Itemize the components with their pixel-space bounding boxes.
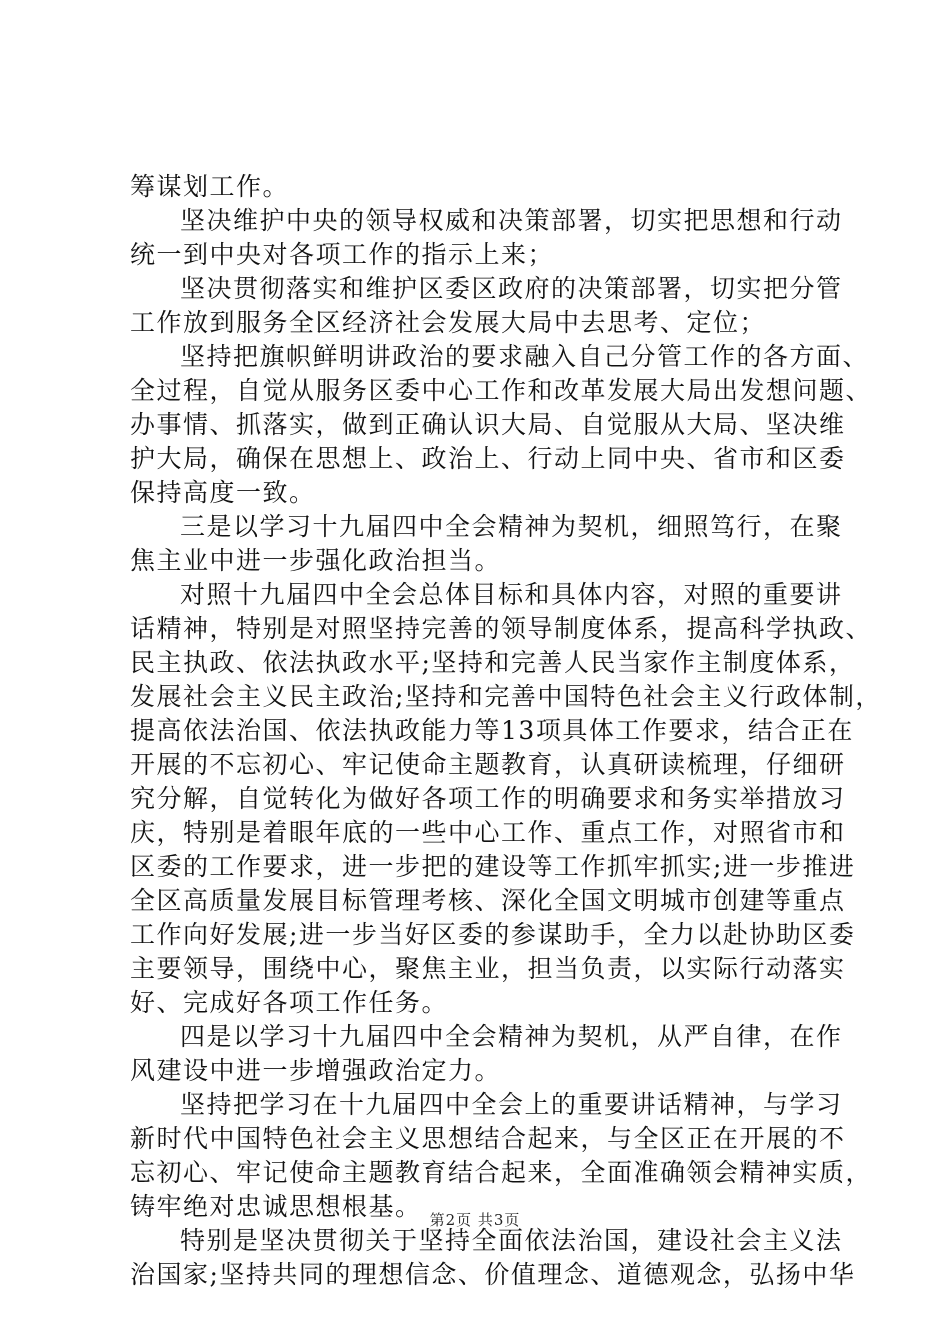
text-line: 办事情、抓落实，做到正确认识大局、自觉服从大局、坚决维 — [130, 410, 846, 439]
text-line: 统一到中央对各项工作的指示上来； — [130, 240, 555, 269]
text-line: 护大局，确保在思想上、政治上、行动上同中央、省市和区委 — [130, 444, 846, 473]
text-line: 铸牢绝对忠诚思想根基。 — [130, 1192, 422, 1221]
paragraph-start: 坚持把旗帜鲜明讲政治的要求融入自己分管工作的各方面、 — [180, 342, 870, 371]
paragraph-start: 坚决维护中央的领导权威和决策部署，切实把思想和行动 — [180, 206, 843, 235]
paragraph-start: 坚决贯彻落实和维护区委区政府的决策部署，切实把分管 — [180, 274, 843, 303]
text-line: 忘初心、牢记使命主题教育结合起来，全面准确领会精神实质， — [130, 1158, 873, 1187]
section-heading-4: 四是以学习十九届四中全会精神为契机，从严自律，在作 — [180, 1022, 843, 1051]
text-line: 筹谋划工作。 — [130, 172, 290, 201]
text-line: 话精神，特别是对照坚持完善的领导制度体系，提高科学执政、 — [130, 614, 873, 643]
text-line: 主要领导，围绕中心，聚焦主业，担当负责，以实际行动落实 — [130, 954, 846, 983]
text-line: 治国家;坚持共同的理想信念、价值理念、道德观念，弘扬中华 — [130, 1260, 856, 1289]
document-body — [130, 170, 882, 1292]
text-line: 究分解，自觉转化为做好各项工作的明确要求和务实举措放习 — [130, 784, 846, 813]
text-line: 保持高度一致。 — [130, 478, 316, 507]
text-line: 工作向好发展;进一步当好区委的参谋助手，全力以赴协助区委 — [130, 920, 856, 949]
text-line: 开展的不忘初心、牢记使命主题教育，认真研读梳理，仔细研 — [130, 750, 846, 779]
paragraph-start: 对照十九届四中全会总体目标和具体内容，对照的重要讲 — [180, 580, 843, 609]
text-line: 庆，特别是着眼年底的一些中心工作、重点工作，对照省市和 — [130, 818, 846, 847]
text-line: 全区高质量发展目标管理考核、深化全国文明城市创建等重点 — [130, 886, 846, 915]
text-line: 区委的工作要求，进一步把的建设等工作抓牢抓实;进一步推进 — [130, 852, 856, 881]
text-line: 提高依法治国、依法执政能力等13项具体工作要求，结合正在 — [130, 716, 854, 745]
page-footer — [0, 1210, 950, 1230]
paragraph-start: 特别是坚决贯彻关于坚持全面依法治国，建设社会主义法 — [180, 1226, 843, 1255]
paragraph-start: 坚持把学习在十九届四中全会上的重要讲话精神，与学习 — [180, 1090, 843, 1119]
text-line: 全过程，自觉从服务区委中心工作和改革发展大局出发想问题、 — [130, 376, 873, 405]
text-line: 民主执政、依法执政水平;坚持和完善人民当家作主制度体系， — [130, 648, 856, 677]
text-line: 好、完成好各项工作任务。 — [130, 988, 449, 1017]
section-heading-3: 三是以学习十九届四中全会精神为契机，细照笃行，在聚 — [180, 512, 843, 541]
text-line: 工作放到服务全区经济社会发展大局中去思考、定位； — [130, 308, 767, 337]
text-line: 发展社会主义民主政治;坚持和完善中国特色社会主义行政体制， — [130, 682, 882, 711]
text-line: 新时代中国特色社会主义思想结合起来，与全区正在开展的不 — [130, 1124, 846, 1153]
text-line: 风建设中进一步增强政治定力。 — [130, 1056, 502, 1085]
page-number: 第2页 共3页 — [429, 1211, 521, 1229]
text-line: 焦主业中进一步强化政治担当。 — [130, 546, 502, 575]
